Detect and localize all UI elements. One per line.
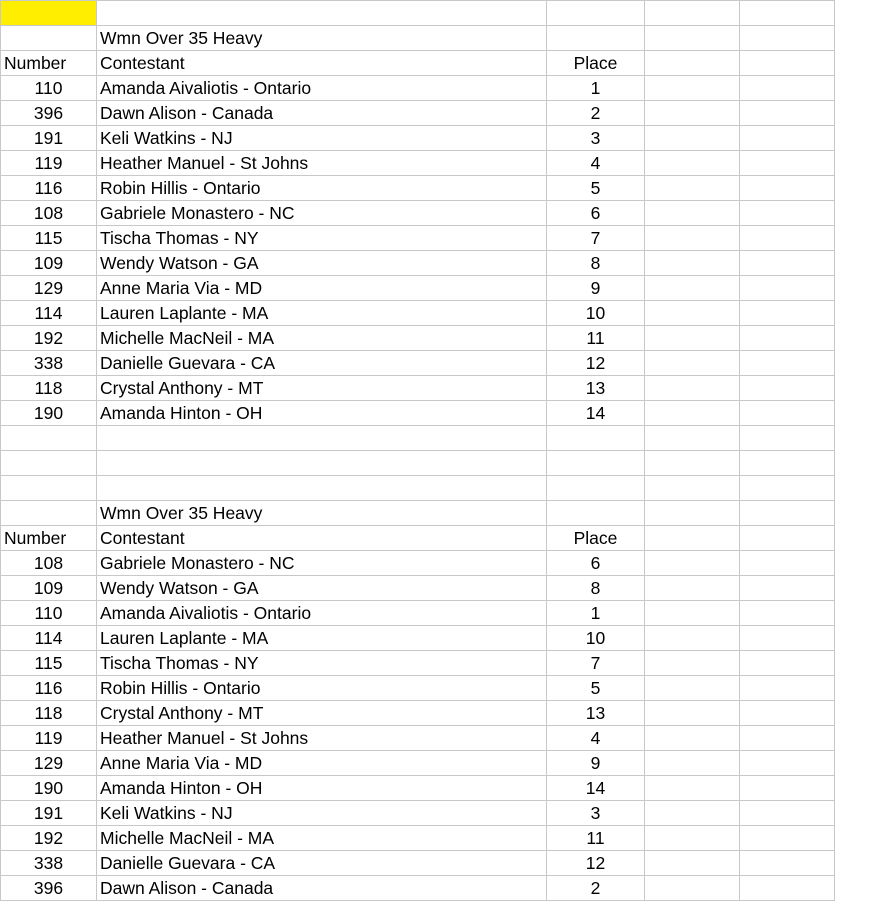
cell[interactable] — [740, 126, 835, 151]
division-title[interactable]: Wmn Over 35 Heavy — [97, 501, 547, 526]
contestant-place[interactable]: 9 — [547, 276, 645, 301]
table-row — [1, 201, 835, 226]
contestant-name[interactable]: Robin Hillis - Ontario — [97, 176, 547, 201]
division-title-row — [1, 26, 835, 51]
spacer-rows — [1, 426, 835, 551]
cell[interactable] — [740, 101, 835, 126]
contestant-number[interactable]: 192 — [1, 326, 97, 351]
cell[interactable] — [645, 576, 740, 601]
cell[interactable] — [740, 51, 835, 76]
header-number[interactable]: Number — [1, 51, 97, 76]
cell[interactable] — [547, 501, 645, 526]
sheet-row-empty — [1, 426, 835, 451]
contestant-place[interactable]: 5 — [547, 676, 645, 701]
contestant-number[interactable]: 119 — [1, 726, 97, 751]
contestant-name[interactable]: Crystal Anthony - MT — [97, 701, 547, 726]
contestant-place[interactable]: 1 — [547, 601, 645, 626]
contestant-number[interactable]: 338 — [1, 851, 97, 876]
cell[interactable] — [740, 301, 835, 326]
contestant-name[interactable]: Michelle MacNeil - MA — [97, 826, 547, 851]
table-row — [1, 551, 835, 576]
cell[interactable] — [740, 476, 835, 501]
contestant-name[interactable]: Danielle Guevara - CA — [97, 351, 547, 376]
cell[interactable] — [645, 276, 740, 301]
cell[interactable] — [547, 451, 645, 476]
contestant-name[interactable]: Crystal Anthony - MT — [97, 376, 547, 401]
sheet-row-empty — [1, 476, 835, 501]
table-row — [1, 751, 835, 776]
contestant-place[interactable]: 12 — [547, 351, 645, 376]
cell[interactable] — [645, 851, 740, 876]
cell[interactable] — [740, 676, 835, 701]
contestant-name[interactable]: Gabriele Monastero - NC — [97, 201, 547, 226]
cell[interactable] — [740, 751, 835, 776]
cell[interactable] — [645, 1, 740, 26]
cell[interactable] — [645, 676, 740, 701]
cell[interactable] — [1, 501, 97, 526]
contestant-name[interactable]: Lauren Laplante - MA — [97, 626, 547, 651]
header-row — [1, 526, 835, 551]
cell[interactable] — [740, 376, 835, 401]
contestant-place[interactable]: 8 — [547, 576, 645, 601]
contestant-number[interactable]: 114 — [1, 301, 97, 326]
table-row — [1, 701, 835, 726]
contestant-name[interactable]: Keli Watkins - NJ — [97, 126, 547, 151]
contestant-number[interactable]: 192 — [1, 826, 97, 851]
cell[interactable] — [740, 501, 835, 526]
contestant-number[interactable]: 110 — [1, 601, 97, 626]
contestant-number[interactable]: 116 — [1, 176, 97, 201]
cell[interactable] — [740, 351, 835, 376]
cell[interactable] — [645, 626, 740, 651]
cell[interactable] — [645, 726, 740, 751]
contestant-place[interactable]: 6 — [547, 551, 645, 576]
sheet-row-empty — [1, 1, 835, 26]
contestant-place[interactable]: 7 — [547, 226, 645, 251]
cell[interactable] — [740, 201, 835, 226]
cell[interactable] — [645, 201, 740, 226]
cell[interactable] — [740, 776, 835, 801]
cell[interactable] — [740, 226, 835, 251]
cell[interactable] — [645, 651, 740, 676]
table-row — [1, 151, 835, 176]
cell[interactable] — [1, 476, 97, 501]
contestant-name[interactable]: Tischa Thomas - NY — [97, 226, 547, 251]
cell[interactable] — [645, 751, 740, 776]
table-row — [1, 226, 835, 251]
contestant-number[interactable]: 190 — [1, 776, 97, 801]
table-row — [1, 126, 835, 151]
contestant-number[interactable]: 116 — [1, 676, 97, 701]
contestant-name[interactable]: Amanda Hinton - OH — [97, 776, 547, 801]
contestant-name[interactable]: Dawn Alison - Canada — [97, 101, 547, 126]
contestant-number[interactable]: 110 — [1, 76, 97, 101]
cell[interactable] — [740, 26, 835, 51]
contestant-name[interactable]: Gabriele Monastero - NC — [97, 551, 547, 576]
cell[interactable] — [740, 426, 835, 451]
contestant-place[interactable]: 3 — [547, 126, 645, 151]
contestant-place[interactable]: 10 — [547, 626, 645, 651]
cell[interactable] — [645, 801, 740, 826]
cell[interactable] — [740, 451, 835, 476]
contestant-place[interactable]: 10 — [547, 301, 645, 326]
table-row — [1, 776, 835, 801]
table-row — [1, 601, 835, 626]
cell[interactable] — [645, 26, 740, 51]
cell[interactable] — [645, 226, 740, 251]
cell[interactable] — [645, 876, 740, 901]
cell[interactable] — [645, 776, 740, 801]
cell[interactable] — [740, 876, 835, 901]
contestant-number[interactable]: 118 — [1, 701, 97, 726]
contestant-number[interactable]: 119 — [1, 151, 97, 176]
contestant-number[interactable]: 191 — [1, 126, 97, 151]
table-row — [1, 401, 835, 426]
contestant-number[interactable]: 396 — [1, 101, 97, 126]
contestant-place[interactable]: 7 — [547, 651, 645, 676]
cell[interactable] — [645, 101, 740, 126]
cell[interactable] — [645, 451, 740, 476]
selected-cell[interactable] — [1, 1, 97, 26]
contestant-number[interactable]: 109 — [1, 251, 97, 276]
contestant-number[interactable]: 114 — [1, 626, 97, 651]
cell[interactable] — [645, 551, 740, 576]
table-row — [1, 301, 835, 326]
table-row — [1, 826, 835, 851]
cell[interactable] — [645, 376, 740, 401]
cell[interactable] — [645, 251, 740, 276]
section-2-rows — [1, 551, 835, 901]
cell[interactable] — [1, 451, 97, 476]
cell[interactable] — [97, 426, 547, 451]
cell[interactable] — [645, 526, 740, 551]
division-title-row — [1, 501, 835, 526]
contestant-place[interactable]: 4 — [547, 726, 645, 751]
cell[interactable] — [740, 326, 835, 351]
cell[interactable] — [547, 476, 645, 501]
cell[interactable] — [645, 76, 740, 101]
contestant-name[interactable]: Lauren Laplante - MA — [97, 301, 547, 326]
cell[interactable] — [740, 626, 835, 651]
cell[interactable] — [645, 301, 740, 326]
cell[interactable] — [547, 26, 645, 51]
contestant-place[interactable]: 2 — [547, 101, 645, 126]
cell[interactable] — [645, 126, 740, 151]
cell[interactable] — [97, 1, 547, 26]
cell[interactable] — [740, 401, 835, 426]
table-row — [1, 726, 835, 751]
contestant-number[interactable]: 109 — [1, 576, 97, 601]
cell[interactable] — [740, 526, 835, 551]
table-row — [1, 326, 835, 351]
contestant-name[interactable]: Danielle Guevara - CA — [97, 851, 547, 876]
header-row — [1, 51, 835, 76]
table-row — [1, 651, 835, 676]
contestant-name[interactable]: Michelle MacNeil - MA — [97, 326, 547, 351]
cell[interactable] — [547, 426, 645, 451]
cell[interactable] — [740, 801, 835, 826]
table-row — [1, 376, 835, 401]
table-row — [1, 876, 835, 901]
table-row — [1, 576, 835, 601]
spreadsheet-body — [1, 1, 835, 76]
cell[interactable] — [740, 151, 835, 176]
table-row — [1, 676, 835, 701]
cell[interactable] — [740, 551, 835, 576]
cell[interactable] — [740, 726, 835, 751]
table-row — [1, 176, 835, 201]
contestant-place[interactable]: 2 — [547, 876, 645, 901]
contestant-place[interactable]: 13 — [547, 701, 645, 726]
cell[interactable] — [645, 701, 740, 726]
contestant-place[interactable]: 13 — [547, 376, 645, 401]
header-contestant[interactable]: Contestant — [97, 51, 547, 76]
cell[interactable] — [547, 1, 645, 26]
cell[interactable] — [740, 176, 835, 201]
cell[interactable] — [740, 76, 835, 101]
cell[interactable] — [740, 701, 835, 726]
contestant-number[interactable]: 118 — [1, 376, 97, 401]
cell[interactable] — [645, 601, 740, 626]
cell[interactable] — [645, 351, 740, 376]
cell[interactable] — [645, 401, 740, 426]
contestant-place[interactable]: 1 — [547, 76, 645, 101]
contestant-name[interactable]: Robin Hillis - Ontario — [97, 676, 547, 701]
contestant-place[interactable]: 11 — [547, 326, 645, 351]
contestant-number[interactable]: 396 — [1, 876, 97, 901]
contestant-number[interactable]: 190 — [1, 401, 97, 426]
contestant-place[interactable]: 9 — [547, 751, 645, 776]
contestant-number[interactable]: 108 — [1, 201, 97, 226]
table-row — [1, 76, 835, 101]
contestant-place[interactable]: 8 — [547, 251, 645, 276]
contestant-name[interactable]: Amanda Hinton - OH — [97, 401, 547, 426]
cell[interactable] — [740, 1, 835, 26]
sheet-row-empty — [1, 451, 835, 476]
contestant-name[interactable]: Amanda Aivaliotis - Ontario — [97, 76, 547, 101]
contestant-place[interactable]: 5 — [547, 176, 645, 201]
table-row — [1, 101, 835, 126]
cell[interactable] — [645, 326, 740, 351]
contestant-number[interactable]: 115 — [1, 226, 97, 251]
division-title[interactable]: Wmn Over 35 Heavy — [97, 26, 547, 51]
cell[interactable] — [645, 476, 740, 501]
cell[interactable] — [740, 826, 835, 851]
contestant-place[interactable]: 3 — [547, 801, 645, 826]
cell[interactable] — [645, 501, 740, 526]
header-contestant[interactable]: Contestant — [97, 526, 547, 551]
contestant-number[interactable]: 191 — [1, 801, 97, 826]
table-row — [1, 626, 835, 651]
contestant-name[interactable]: Heather Manuel - St Johns — [97, 726, 547, 751]
table-row — [1, 801, 835, 826]
contestant-place[interactable]: 14 — [547, 776, 645, 801]
table-row — [1, 251, 835, 276]
contestant-number[interactable]: 129 — [1, 276, 97, 301]
contestant-name[interactable]: Tischa Thomas - NY — [97, 651, 547, 676]
cell[interactable] — [97, 451, 547, 476]
header-place[interactable]: Place — [547, 51, 645, 76]
cell[interactable] — [1, 26, 97, 51]
table-row — [1, 276, 835, 301]
cell[interactable] — [645, 151, 740, 176]
contestant-place[interactable]: 14 — [547, 401, 645, 426]
contestant-name[interactable]: Amanda Aivaliotis - Ontario — [97, 601, 547, 626]
section-1-rows — [1, 76, 835, 426]
contestant-name[interactable]: Wendy Watson - GA — [97, 576, 547, 601]
contestant-number[interactable]: 115 — [1, 651, 97, 676]
cell[interactable] — [97, 476, 547, 501]
contestant-name[interactable]: Dawn Alison - Canada — [97, 876, 547, 901]
header-place[interactable]: Place — [547, 526, 645, 551]
contestant-place[interactable]: 6 — [547, 201, 645, 226]
cell[interactable] — [740, 601, 835, 626]
contestant-number[interactable]: 129 — [1, 751, 97, 776]
contestant-number[interactable]: 108 — [1, 551, 97, 576]
contestant-name[interactable]: Wendy Watson - GA — [97, 251, 547, 276]
contestant-name[interactable]: Keli Watkins - NJ — [97, 801, 547, 826]
contestant-name[interactable]: Anne Maria Via - MD — [97, 751, 547, 776]
cell[interactable] — [740, 851, 835, 876]
cell[interactable] — [740, 276, 835, 301]
cell[interactable] — [645, 826, 740, 851]
cell[interactable] — [740, 651, 835, 676]
contestant-name[interactable]: Anne Maria Via - MD — [97, 276, 547, 301]
contestant-name[interactable]: Heather Manuel - St Johns — [97, 151, 547, 176]
contestant-place[interactable]: 11 — [547, 826, 645, 851]
header-number[interactable]: Number — [1, 526, 97, 551]
contestant-number[interactable]: 338 — [1, 351, 97, 376]
cell[interactable] — [740, 251, 835, 276]
contestant-place[interactable]: 12 — [547, 851, 645, 876]
table-row — [1, 851, 835, 876]
cell[interactable] — [1, 426, 97, 451]
cell[interactable] — [645, 176, 740, 201]
cell[interactable] — [645, 426, 740, 451]
cell[interactable] — [740, 576, 835, 601]
cell[interactable] — [645, 51, 740, 76]
table-row — [1, 351, 835, 376]
contestant-place[interactable]: 4 — [547, 151, 645, 176]
